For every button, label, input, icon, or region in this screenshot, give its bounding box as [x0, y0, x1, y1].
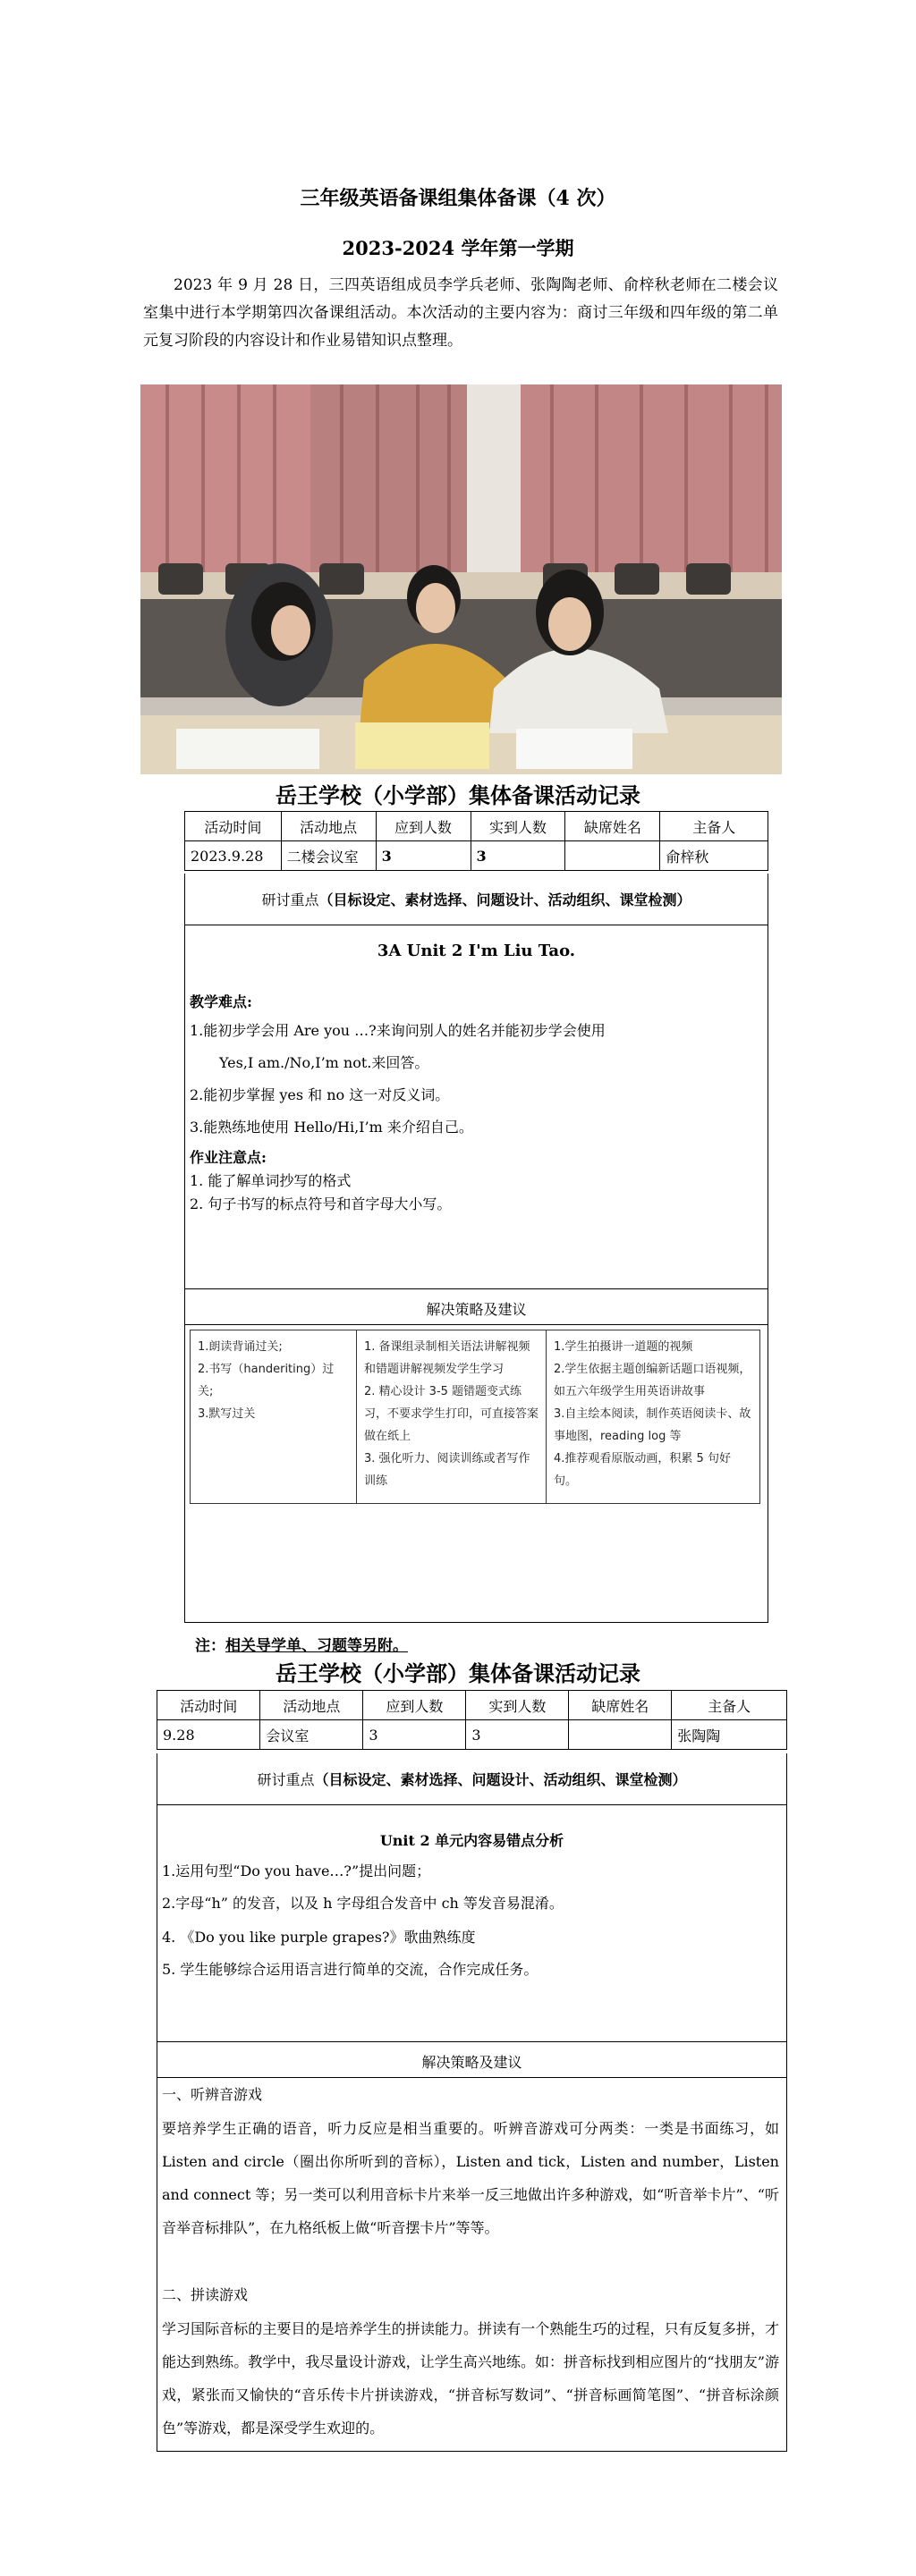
- homework-label: 作业注意点:: [190, 1149, 267, 1166]
- homework-item: 2. 句子书写的标点符号和首字母大小写。: [190, 1195, 452, 1212]
- header-cell: 应到人数: [363, 1691, 466, 1720]
- value-cell: 3: [466, 1720, 569, 1750]
- table-header-row: [157, 1691, 787, 1720]
- record2-focus-box: [157, 1753, 787, 1805]
- meeting-photo: [140, 384, 782, 774]
- header-cell: 活动地点: [281, 812, 376, 841]
- analysis-title: Unit 2 单元内容易错点分析: [379, 1832, 564, 1849]
- strategy-label: 解决策略及建议: [426, 1301, 527, 1318]
- value-cell: 3: [363, 1720, 466, 1750]
- difficulty-item: 3.能熟练地使用 Hello/Hi,I’m 来介绍自己。: [190, 1119, 473, 1136]
- difficulty-item: 1.能初步学会用 Are you …?来询问别人的姓名并能初步学会使用: [190, 1022, 606, 1039]
- strategy-item: 3.自主绘本阅读，制作英语阅读卡、故事地图，reading log 等: [554, 1407, 751, 1443]
- record2-content-box: [157, 1805, 787, 2042]
- header-cell: 活动地点: [260, 1691, 363, 1720]
- record2-strategy-box: [157, 2078, 787, 2452]
- header-cell: 实到人数: [471, 812, 565, 841]
- section-text: 学习国际音标的主要目的是培养学生的拼读能力。拼读有一个熟能生巧的过程，只有反复多拼，才能达到熟练。教学中，我尽量设计游戏，让学生高兴地练。如：拼音标找到相应图片的“找朋友”游戏，紧张而又愉快的“音乐传卡片拼读游戏，“拼音标写数词”、“拼音标画简笔图”、“拼音标涂颜色”等游戏，都是深受学生欢迎的。: [162, 2320, 779, 2437]
- header-cell: 缺席姓名: [569, 1691, 672, 1720]
- strategy-item: 3.默写过关: [198, 1407, 256, 1421]
- strategy-column: [547, 1330, 759, 1503]
- lesson-title: 3A Unit 2 I'm Liu Tao.: [377, 942, 576, 960]
- header-cell: 主备人: [660, 812, 768, 841]
- document-title: 三年级英语备课组集体备课（4 次）: [300, 187, 616, 210]
- strategy-item: 4.推荐观看原版动画，积累 5 句好句。: [554, 1452, 731, 1488]
- record1-strategy-header: [184, 1289, 768, 1325]
- strategy-item: 1.学生拍摄讲一道题的视频: [554, 1340, 693, 1354]
- section-title: 一、听辨音游戏: [162, 2086, 263, 2103]
- strategy-table: [190, 1330, 760, 1504]
- record2-info-table: [157, 1690, 787, 1750]
- value-cell: 2023.9.28: [185, 841, 282, 871]
- intro-paragraph: 2023 年 9 月 28 日，三四英语组成员李学兵老师、张陶陶老师、俞梓秋老师在二楼会议室集中进行本学期第四次备课组活动。本次活动的主要内容为：商讨三年级和四年级的第二单元复习阶段的内容设计和作业易错知识点整理。: [143, 276, 778, 350]
- record1-title: 岳王学校（小学部）集体备课活动记录: [276, 782, 640, 808]
- value-cell: 3: [471, 841, 565, 871]
- difficulty-item: Yes,I am./No,I’m not.来回答。: [219, 1054, 429, 1071]
- table-row: [157, 1720, 787, 1750]
- record2-focus: 研讨重点（目标设定、素材选择、问题设计、活动组织、课堂检测）: [257, 1771, 687, 1788]
- value-cell: 张陶陶: [672, 1720, 787, 1750]
- record1-info-table: [184, 811, 768, 871]
- analysis-item: 4. 《Do you like purple grapes?》歌曲熟练度: [162, 1929, 476, 1946]
- record2-title: 岳王学校（小学部）集体备课活动记录: [276, 1660, 640, 1686]
- strategy-label: 解决策略及建议: [421, 2054, 522, 2071]
- record1-note: 注：相关导学单、习题等另附。: [195, 1637, 408, 1655]
- header-cell: 活动时间: [157, 1691, 260, 1720]
- header-cell: 缺席姓名: [565, 812, 660, 841]
- strategy-item: 1. 备课组录制相关语法讲解视频和错题讲解视频发学生学习: [364, 1340, 530, 1376]
- difficulty-label: 教学难点:: [190, 993, 252, 1010]
- value-cell: [565, 841, 660, 871]
- document-subtitle: 2023-2024 学年第一学期: [342, 237, 574, 259]
- strategy-column: [191, 1330, 357, 1503]
- header-cell: 应到人数: [376, 812, 471, 841]
- value-cell: 俞梓秋: [660, 841, 768, 871]
- header-cell: 主备人: [672, 1691, 787, 1720]
- section-text: 要培养学生正确的语音，听力反应是相当重要的。听辨音游戏可分两类：一类是书面练习，如 Listen and circle（圈出你所听到的音标），Listen and tick，Listen and number，Listen and connect 等；另一类可以利用音标卡片来举一反三地做出许多种游戏，如“听音举卡片”、“听音举音标排队”，在九格纸板上做“听音摆卡片”等等。: [162, 2120, 779, 2236]
- table-header-row: [185, 812, 768, 841]
- record2-strategy-header: [157, 2042, 787, 2078]
- record1-focus: 研讨重点（目标设定、素材选择、问题设计、活动组织、课堂检测）: [261, 891, 691, 908]
- analysis-item: 1.运用句型“Do you have…?”提出问题；: [162, 1862, 431, 1879]
- value-cell: 9.28: [157, 1720, 260, 1750]
- strategy-item: 2. 精心设计 3-5 题错题变式练习，不要求学生打印，可直接答案做在纸上: [364, 1385, 539, 1443]
- strategy-item: 2.书写（handeriting）过关;: [198, 1363, 335, 1398]
- record1-content-box: [184, 925, 768, 1289]
- strategy-item: 2.学生依据主题创编新话题口语视频，如五六年级学生用英语讲故事: [554, 1363, 751, 1398]
- record1-strategy-box: [184, 1325, 768, 1623]
- analysis-item: 2.字母“h” 的发音，以及 h 字母组合发音中 ch 等发音易混淆。: [162, 1895, 564, 1912]
- analysis-item: 5. 学生能够综合运用语言进行简单的交流，合作完成任务。: [162, 1961, 539, 1978]
- header-cell: 实到人数: [466, 1691, 569, 1720]
- section-title: 二、拼读游戏: [162, 2286, 249, 2303]
- difficulty-item: 2.能初步掌握 yes 和 no 这一对反义词。: [190, 1086, 450, 1103]
- strategy-item: 1.朗读背诵过关;: [198, 1340, 283, 1354]
- value-cell: 二楼会议室: [281, 841, 376, 871]
- record1-focus-box: [184, 874, 768, 925]
- homework-item: 1. 能了解单词抄写的格式: [190, 1172, 352, 1189]
- value-cell: [569, 1720, 672, 1750]
- strategy-item: 3. 强化听力、阅读训练或者写作训练: [364, 1452, 530, 1488]
- value-cell: 3: [376, 841, 471, 871]
- header-cell: 活动时间: [185, 812, 282, 841]
- strategy-column: [357, 1330, 547, 1503]
- table-row: [185, 841, 768, 871]
- value-cell: 会议室: [260, 1720, 363, 1750]
